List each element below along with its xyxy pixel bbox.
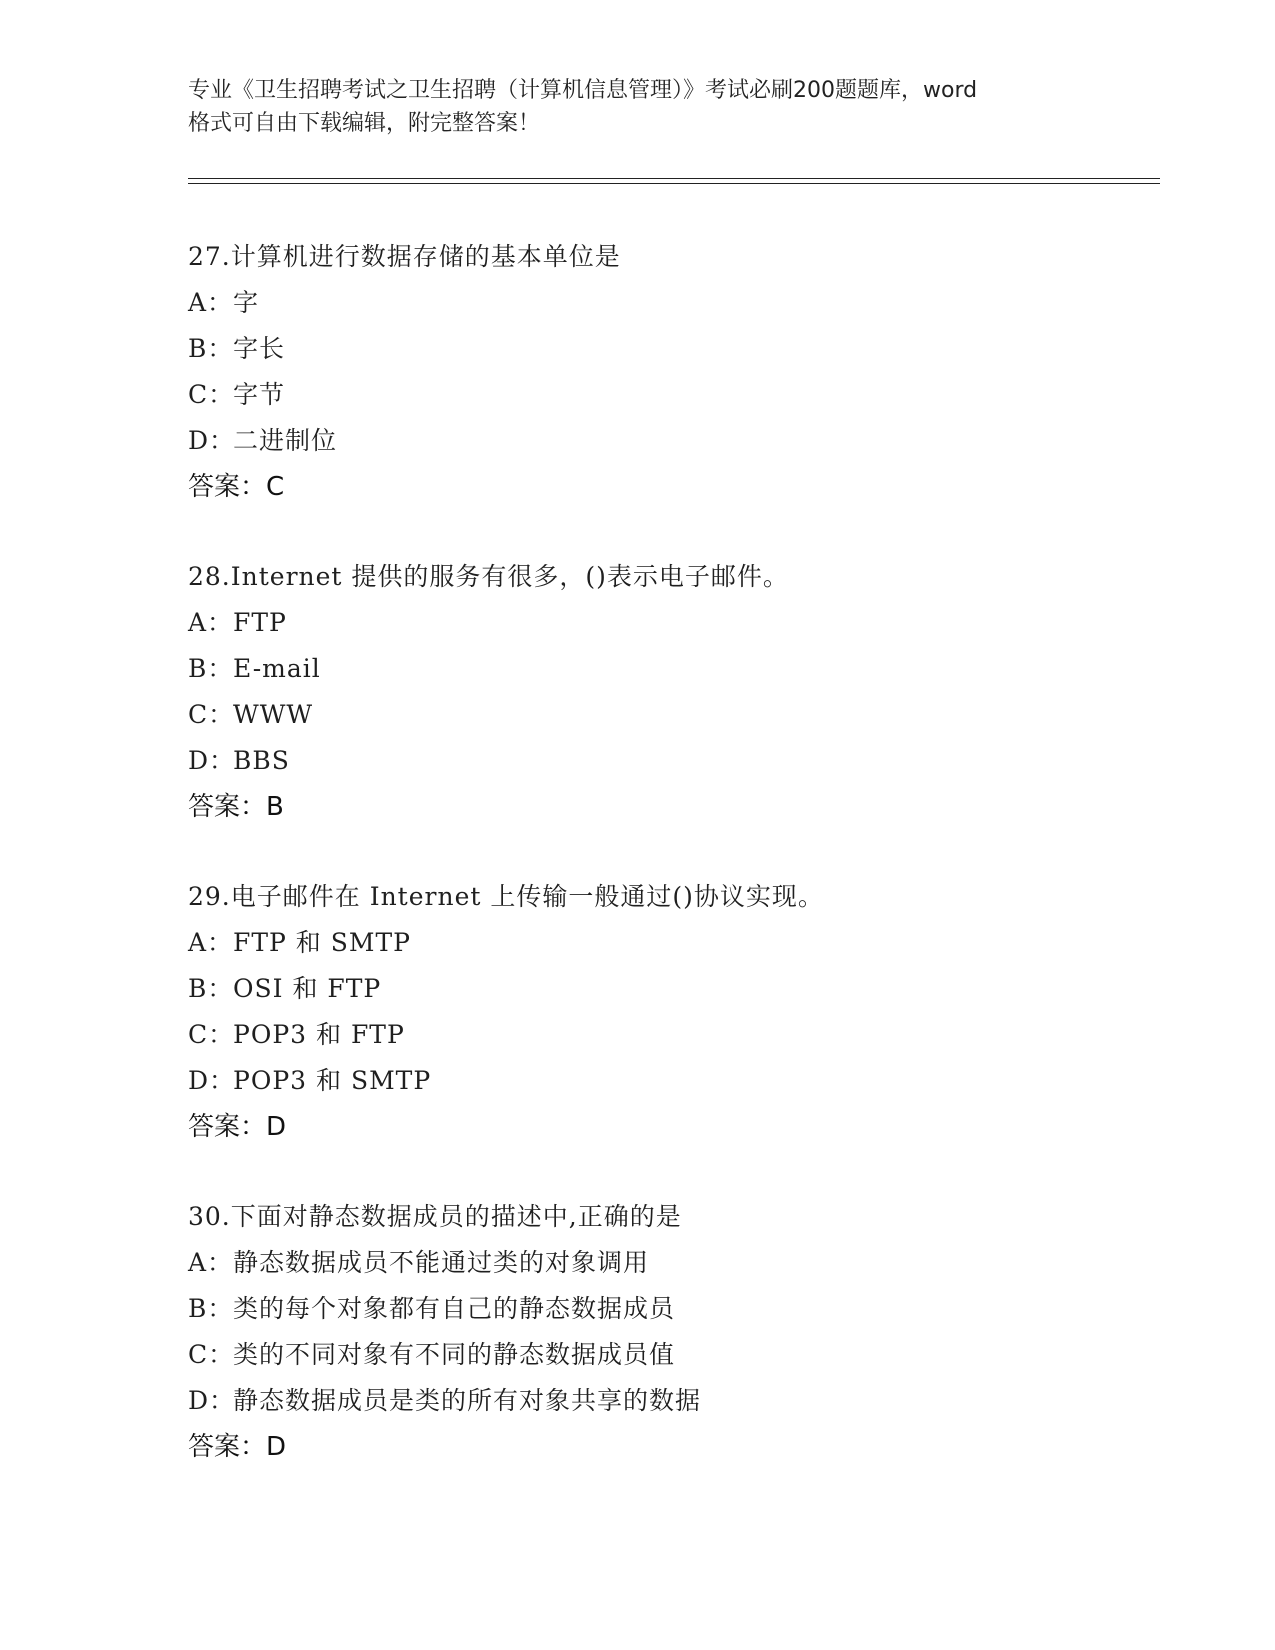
option-letter: B：	[188, 334, 234, 363]
option-text: 字长	[233, 334, 286, 363]
answer-line: 答案：B	[188, 792, 284, 822]
option-a	[188, 280, 1188, 326]
answer-line: 答案：D	[188, 1432, 287, 1462]
option-text: 类的每个对象都有自己的静态数据成员	[233, 1294, 676, 1323]
option-text: 类的不同对象有不同的静态数据成员值	[233, 1340, 676, 1369]
option-text: 静态数据成员不能通过类的对象调用	[233, 1248, 650, 1277]
question-title: 30.下面对静态数据成员的描述中,正确的是	[188, 1202, 682, 1231]
option-letter: B：	[188, 654, 234, 683]
header-line-1: 专业《卫生招聘考试之卫生招聘（计算机信息管理）》考试必刷200题题库，word	[188, 78, 978, 103]
option-c	[188, 692, 1188, 738]
question-title: 27.计算机进行数据存储的基本单位是	[188, 242, 621, 271]
question-29	[188, 874, 1188, 1150]
question-title: 28.Internet 提供的服务有很多，()表示电子邮件。	[188, 562, 789, 591]
option-a	[188, 1240, 1188, 1286]
option-a	[188, 920, 1188, 966]
option-text: 二进制位	[233, 426, 338, 455]
option-b	[188, 1286, 1188, 1332]
option-letter: C：	[188, 700, 235, 729]
question-27	[188, 234, 1188, 510]
answer-line: 答案：C	[188, 472, 285, 502]
option-text: FTP	[233, 608, 287, 637]
option-letter: D：	[188, 1066, 236, 1095]
option-d	[188, 418, 1188, 464]
option-text: 字	[233, 288, 260, 317]
option-letter: D：	[188, 746, 236, 775]
option-b	[188, 326, 1188, 372]
option-text: OSI 和 FTP	[233, 974, 382, 1003]
option-letter: C：	[188, 1340, 235, 1369]
option-letter: A：	[188, 1248, 234, 1277]
header-divider-bottom	[188, 183, 1160, 184]
option-d	[188, 1058, 1188, 1104]
option-letter: A：	[188, 928, 234, 957]
option-text: FTP 和 SMTP	[233, 928, 411, 957]
header-line-2: 格式可自由下载编辑，附完整答案！	[188, 111, 541, 136]
option-b	[188, 966, 1188, 1012]
option-letter: C：	[188, 380, 235, 409]
option-d	[188, 738, 1188, 784]
option-text: 字节	[233, 380, 286, 409]
option-c	[188, 372, 1188, 418]
option-text: E-mail	[233, 654, 321, 683]
option-letter: B：	[188, 974, 234, 1003]
option-text: 静态数据成员是类的所有对象共享的数据	[233, 1386, 702, 1415]
question-28	[188, 554, 1188, 830]
option-text: POP3 和 SMTP	[233, 1066, 432, 1095]
header-divider-top	[188, 178, 1160, 179]
option-text: BBS	[233, 746, 290, 775]
option-letter: A：	[188, 288, 234, 317]
option-letter: B：	[188, 1294, 234, 1323]
document-header	[188, 74, 1088, 140]
option-a	[188, 600, 1188, 646]
option-letter: D：	[188, 426, 236, 455]
option-text: WWW	[233, 700, 314, 729]
option-letter: D：	[188, 1386, 236, 1415]
option-text: POP3 和 FTP	[233, 1020, 405, 1049]
option-letter: C：	[188, 1020, 235, 1049]
option-letter: A：	[188, 608, 234, 637]
question-title: 29.电子邮件在 Internet 上传输一般通过()协议实现。	[188, 882, 824, 911]
question-30	[188, 1194, 1188, 1470]
option-d	[188, 1378, 1188, 1424]
answer-line: 答案：D	[188, 1112, 287, 1142]
option-c	[188, 1012, 1188, 1058]
option-c	[188, 1332, 1188, 1378]
option-b	[188, 646, 1188, 692]
